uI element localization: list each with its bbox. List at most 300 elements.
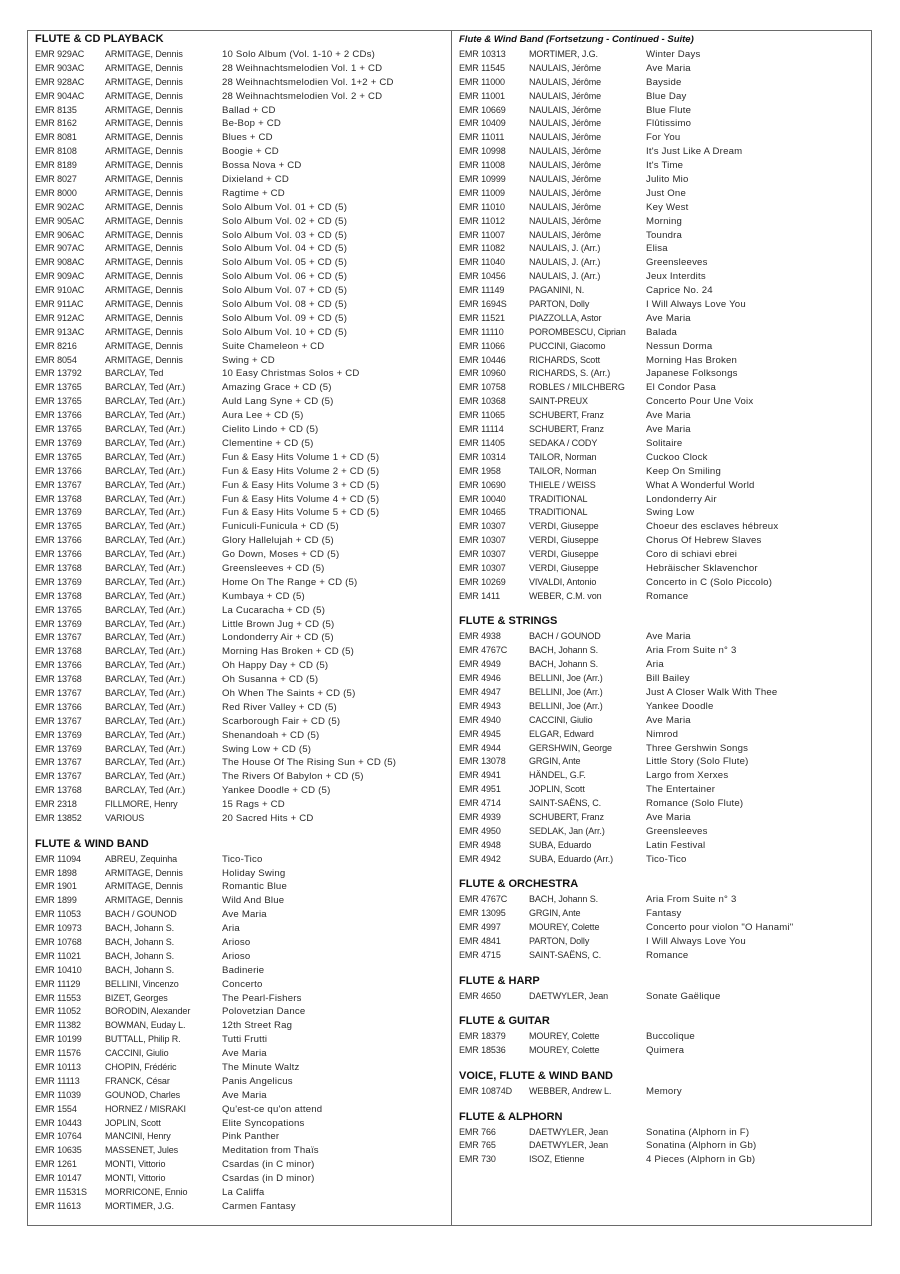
entry-title: Nimrod bbox=[646, 728, 679, 740]
entry-title: Just A Closer Walk With Thee bbox=[646, 686, 778, 698]
catalog-entry bbox=[35, 770, 445, 784]
entry-code: EMR 13767 bbox=[35, 715, 82, 726]
catalog-entry bbox=[35, 645, 445, 659]
catalog-entry bbox=[459, 131, 867, 145]
entry-code: EMR 13766 bbox=[35, 465, 82, 476]
catalog-entry bbox=[459, 437, 867, 451]
catalog-entry bbox=[35, 1158, 445, 1172]
entry-title: The Rivers Of Babylon + CD (5) bbox=[222, 771, 364, 783]
section-heading: FLUTE & ALPHORN bbox=[459, 1110, 563, 1123]
entry-code: EMR 913AC bbox=[35, 326, 85, 337]
entry-title: Solo Album Vol. 02 + CD (5) bbox=[222, 215, 348, 227]
entry-composer: MONTI, Vittorio bbox=[105, 1173, 166, 1184]
catalog-entry bbox=[35, 117, 445, 131]
catalog-entry bbox=[35, 604, 445, 618]
entry-title: Solo Album Vol. 06 + CD (5) bbox=[222, 271, 348, 283]
section-heading: FLUTE & CD PLAYBACK bbox=[35, 33, 164, 45]
section-flute-orchestra bbox=[459, 878, 867, 962]
entry-composer: MASSENET, Jules bbox=[105, 1145, 179, 1156]
catalog-entry bbox=[459, 714, 867, 728]
entry-composer: NAULAIS, Jérôme bbox=[529, 201, 602, 212]
entry-composer: ARMITAGE, Dennis bbox=[105, 104, 183, 115]
section-heading: FLUTE & WIND BAND bbox=[35, 837, 149, 850]
entry-code: EMR 8216 bbox=[35, 340, 77, 351]
entry-code: EMR 11040 bbox=[459, 257, 505, 268]
catalog-entry bbox=[459, 630, 867, 644]
entry-composer: NAULAIS, Jérôme bbox=[529, 160, 602, 171]
entry-composer: GERSHWIN, George bbox=[529, 742, 612, 753]
catalog-entry bbox=[35, 242, 445, 256]
entry-code: EMR 11094 bbox=[35, 853, 81, 864]
entry-code: EMR 13766 bbox=[35, 701, 82, 712]
entry-composer: BARCLAY, Ted (Arr.) bbox=[105, 632, 186, 643]
catalog-entry bbox=[459, 534, 867, 548]
catalog-entry bbox=[459, 506, 867, 520]
entry-composer: SCHUBERT, Franz bbox=[529, 424, 604, 435]
entry-title: Polovetzian Dance bbox=[222, 1006, 306, 1018]
catalog-entry bbox=[459, 548, 867, 562]
catalog-entry bbox=[459, 312, 867, 326]
entry-code: EMR 4945 bbox=[459, 728, 501, 739]
catalog-entry bbox=[35, 950, 445, 964]
entry-composer: NAULAIS, J. (Arr.) bbox=[529, 271, 601, 282]
entry-composer: ARMITAGE, Dennis bbox=[105, 229, 183, 240]
entry-code: EMR 11066 bbox=[459, 340, 505, 351]
entry-composer: MOUREY, Colette bbox=[529, 1045, 600, 1056]
entry-title: Tico-Tico bbox=[646, 853, 687, 865]
entry-title: Toundra bbox=[646, 229, 683, 241]
entry-title: Buccolique bbox=[646, 1031, 695, 1043]
catalog-entry bbox=[459, 340, 867, 354]
catalog-entry bbox=[35, 729, 445, 743]
entry-title: La Califfa bbox=[222, 1187, 265, 1199]
catalog-entry bbox=[459, 825, 867, 839]
entry-code: EMR 13767 bbox=[35, 632, 82, 643]
entry-code: EMR 13767 bbox=[35, 757, 82, 768]
column-divider bbox=[451, 30, 452, 1226]
entry-composer: NAULAIS, Jérôme bbox=[529, 187, 602, 198]
catalog-entry bbox=[459, 326, 867, 340]
entry-title: El Condor Pasa bbox=[646, 382, 716, 394]
entry-code: EMR 13768 bbox=[35, 493, 82, 504]
entry-composer: BELLINI, Joe (Arr.) bbox=[529, 686, 603, 697]
entry-code: EMR 904AC bbox=[35, 90, 85, 101]
catalog-entry bbox=[459, 381, 867, 395]
entry-title: Csardas (in D minor) bbox=[222, 1173, 315, 1185]
entry-composer: ARMITAGE, Dennis bbox=[105, 243, 183, 254]
catalog-entry bbox=[459, 797, 867, 811]
entry-title: Chorus Of Hebrew Slaves bbox=[646, 535, 762, 547]
entry-code: EMR 11114 bbox=[459, 424, 504, 435]
entry-code: EMR 1898 bbox=[35, 867, 77, 878]
section-flute-wind-band-fortsetzung-continued-suite bbox=[459, 33, 867, 604]
entry-code: EMR 909AC bbox=[35, 271, 85, 282]
catalog-entry bbox=[35, 1144, 445, 1158]
entry-code: EMR 4767C bbox=[459, 645, 508, 656]
entry-code: EMR 10446 bbox=[459, 354, 506, 365]
entry-title: Three Gershwin Songs bbox=[646, 742, 749, 754]
left-column bbox=[35, 33, 445, 1226]
entry-composer: NAULAIS, Jérôme bbox=[529, 104, 602, 115]
entry-composer: BARCLAY, Ted (Arr.) bbox=[105, 493, 186, 504]
entry-composer: ARMITAGE, Dennis bbox=[105, 146, 183, 157]
entry-composer: ARMITAGE, Dennis bbox=[105, 354, 183, 365]
entry-title: Fun & Easy Hits Volume 4 + CD (5) bbox=[222, 493, 380, 505]
entry-composer: BARCLAY, Ted (Arr.) bbox=[105, 729, 186, 740]
entry-title: Badinerie bbox=[222, 964, 265, 976]
entry-composer: BARCLAY, Ted (Arr.) bbox=[105, 521, 186, 532]
catalog-entry bbox=[35, 1130, 445, 1144]
entry-title: Morning Has Broken + CD (5) bbox=[222, 646, 355, 658]
entry-composer: ARMITAGE, Dennis bbox=[105, 867, 183, 878]
entry-composer: ROBLES / MILCHBERG bbox=[529, 382, 625, 393]
entry-title: Ave Maria bbox=[646, 812, 691, 823]
entry-composer: MORRICONE, Ennio bbox=[105, 1187, 188, 1198]
entry-composer: BARCLAY, Ted (Arr.) bbox=[105, 701, 186, 712]
entry-code: EMR 11382 bbox=[35, 1020, 81, 1031]
entry-composer: THIELE / WEISS bbox=[529, 479, 596, 490]
entry-code: EMR 13766 bbox=[35, 535, 82, 546]
entry-code: EMR 907AC bbox=[35, 243, 85, 254]
catalog-entry bbox=[35, 312, 445, 326]
entry-code: EMR 13768 bbox=[35, 562, 82, 573]
entry-composer: NAULAIS, Jérôme bbox=[529, 132, 602, 143]
catalog-entry bbox=[35, 936, 445, 950]
catalog-entry bbox=[459, 395, 867, 409]
entry-code: EMR 13765 bbox=[35, 396, 82, 407]
entry-composer: ARMITAGE, Dennis bbox=[105, 340, 183, 351]
entry-code: EMR 4650 bbox=[459, 990, 501, 1001]
catalog-entry bbox=[35, 437, 445, 451]
section-heading: FLUTE & GUITAR bbox=[459, 1015, 550, 1028]
entry-composer: VERDI, Giuseppe bbox=[529, 562, 599, 573]
catalog-entry bbox=[35, 229, 445, 243]
entry-code: EMR 905AC bbox=[35, 215, 85, 226]
entry-composer: BARCLAY, Ted (Arr.) bbox=[105, 674, 186, 685]
entry-code: EMR 8027 bbox=[35, 174, 77, 185]
entry-title: Ave Maria bbox=[646, 62, 691, 74]
entry-composer: BARCLAY, Ted bbox=[105, 368, 164, 379]
entry-title: Nessun Dorma bbox=[646, 340, 713, 352]
entry-composer: NAULAIS, Jérôme bbox=[529, 62, 602, 73]
entry-composer: BARCLAY, Ted (Arr.) bbox=[105, 424, 186, 435]
entry-composer: PIAZZOLLA, Astor bbox=[529, 312, 602, 323]
entry-code: EMR 13769 bbox=[35, 576, 82, 587]
catalog-entry bbox=[35, 908, 445, 922]
entry-code: EMR 1694S bbox=[459, 299, 507, 310]
entry-code: EMR 10307 bbox=[459, 549, 506, 560]
entry-composer: TRADITIONAL bbox=[529, 493, 588, 504]
entry-title: Romantic Blue bbox=[222, 881, 287, 893]
catalog-entry bbox=[35, 340, 445, 354]
entry-code: EMR 4949 bbox=[459, 659, 501, 670]
entry-title: Wild And Blue bbox=[222, 895, 285, 907]
entry-title: Solo Album Vol. 10 + CD (5) bbox=[222, 326, 348, 338]
entry-title: 10 Easy Christmas Solos + CD bbox=[222, 368, 360, 380]
entry-title: Ave Maria bbox=[646, 424, 691, 436]
entry-title: Panis Angelicus bbox=[222, 1075, 293, 1087]
entry-composer: NAULAIS, Jérôme bbox=[529, 118, 602, 129]
entry-composer: VARIOUS bbox=[105, 812, 145, 823]
entry-code: EMR 10307 bbox=[459, 535, 506, 546]
entry-composer: BARCLAY, Ted (Arr.) bbox=[105, 660, 186, 671]
entry-code: EMR 10764 bbox=[35, 1131, 82, 1142]
entry-code: EMR 13792 bbox=[35, 368, 82, 379]
entry-title: Jeux Interdits bbox=[646, 271, 706, 283]
entry-code: EMR 4951 bbox=[459, 784, 501, 795]
catalog-entry bbox=[459, 201, 867, 215]
catalog-entry bbox=[459, 520, 867, 534]
entry-title: Winter Days bbox=[646, 49, 701, 60]
entry-composer: MANCINI, Henry bbox=[105, 1131, 171, 1142]
entry-title: 28 Weihnachtsmelodien Vol. 1 + CD bbox=[222, 62, 383, 74]
entry-composer: ARMITAGE, Dennis bbox=[105, 49, 183, 59]
entry-composer: BARCLAY, Ted (Arr.) bbox=[105, 604, 186, 615]
entry-code: EMR 902AC bbox=[35, 201, 85, 212]
entry-composer: BORODIN, Alexander bbox=[105, 1006, 191, 1017]
catalog-entry bbox=[459, 783, 867, 797]
entry-composer: BARCLAY, Ted (Arr.) bbox=[105, 535, 186, 546]
entry-title: Julito Mio bbox=[646, 174, 689, 186]
entry-composer: MOUREY, Colette bbox=[529, 922, 600, 933]
entry-title: Qu'est-ce qu'on attend bbox=[222, 1103, 323, 1115]
catalog-entry bbox=[35, 173, 445, 187]
entry-code: EMR 11010 bbox=[459, 201, 505, 212]
entry-code: EMR 8135 bbox=[35, 104, 77, 115]
entry-title: Sonatina (Alphorn in Gb) bbox=[646, 1140, 757, 1152]
entry-code: EMR 8081 bbox=[35, 132, 77, 143]
entry-title: Solo Album Vol. 04 + CD (5) bbox=[222, 243, 348, 255]
entry-composer: ARMITAGE, Dennis bbox=[105, 118, 183, 129]
entry-composer: POROMBESCU, Ciprian bbox=[529, 326, 626, 337]
entry-composer: ARMITAGE, Dennis bbox=[105, 326, 183, 337]
entry-title: Bossa Nova + CD bbox=[222, 160, 302, 172]
catalog-entry bbox=[459, 658, 867, 672]
entry-code: EMR 1901 bbox=[35, 881, 77, 892]
entry-title: Ave Maria bbox=[646, 410, 691, 422]
entry-composer: NAULAIS, Jérôme bbox=[529, 215, 602, 226]
entry-title: Oh Happy Day + CD (5) bbox=[222, 660, 329, 672]
entry-composer: ARMITAGE, Dennis bbox=[105, 132, 183, 143]
catalog-entry bbox=[459, 1153, 867, 1167]
entry-code: EMR 10960 bbox=[459, 368, 506, 379]
entry-title: Ave Maria bbox=[222, 1089, 267, 1101]
catalog-entry bbox=[35, 1172, 445, 1186]
entry-code: EMR 10040 bbox=[459, 493, 506, 504]
entry-title: Cielito Lindo + CD (5) bbox=[222, 424, 319, 436]
entry-title: Carmen Fantasy bbox=[222, 1200, 296, 1212]
entry-code: EMR 11613 bbox=[35, 1200, 81, 1211]
entry-composer: TAILOR, Norman bbox=[529, 451, 597, 462]
catalog-entry bbox=[459, 104, 867, 118]
catalog-entry bbox=[35, 423, 445, 437]
entry-title: 28 Weihnachtsmelodien Vol. 2 + CD bbox=[222, 90, 383, 102]
entry-composer: HÄNDEL, G.F. bbox=[529, 770, 586, 781]
entry-composer: MONTI, Vittorio bbox=[105, 1159, 166, 1170]
entry-composer: ARMITAGE, Dennis bbox=[105, 215, 183, 226]
entry-code: EMR 10443 bbox=[35, 1117, 82, 1128]
entry-composer: ARMITAGE, Dennis bbox=[105, 160, 183, 171]
entry-title: Csardas (in C minor) bbox=[222, 1159, 315, 1171]
entry-composer: ARMITAGE, Dennis bbox=[105, 174, 183, 185]
entry-code: EMR 910AC bbox=[35, 285, 85, 296]
entry-code: EMR 912AC bbox=[35, 312, 85, 323]
catalog-entry bbox=[459, 562, 867, 576]
section-voice-flute-wind-band bbox=[459, 1070, 867, 1099]
entry-composer: BACH / GOUNOD bbox=[529, 631, 601, 642]
entry-code: EMR 13767 bbox=[35, 771, 82, 782]
catalog-entry bbox=[35, 687, 445, 701]
entry-composer: TAILOR, Norman bbox=[529, 465, 597, 476]
entry-title: What A Wonderful World bbox=[646, 479, 755, 491]
entry-code: EMR 906AC bbox=[35, 229, 85, 240]
entry-composer: ARMITAGE, Dennis bbox=[105, 90, 183, 101]
entry-composer: BARCLAY, Ted (Arr.) bbox=[105, 465, 186, 476]
entry-title: Funiculi-Funicula + CD (5) bbox=[222, 521, 339, 533]
entry-title: Aria bbox=[646, 659, 664, 671]
entry-title: Meditation from Thaïs bbox=[222, 1145, 319, 1157]
entry-title: Ave Maria bbox=[646, 631, 691, 643]
catalog-entry bbox=[459, 159, 867, 173]
entry-code: EMR 10410 bbox=[35, 964, 82, 975]
entry-code: EMR 10269 bbox=[459, 576, 506, 587]
entry-title: Concerto pour violon "O Hanami" bbox=[646, 922, 794, 934]
catalog-entry bbox=[35, 76, 445, 90]
entry-composer: NAULAIS, Jérôme bbox=[529, 174, 602, 185]
entry-composer: DAETWYLER, Jean bbox=[529, 1126, 609, 1137]
catalog-entry bbox=[459, 493, 867, 507]
entry-composer: GOUNOD, Charles bbox=[105, 1089, 181, 1100]
section-heading: FLUTE & HARP bbox=[459, 974, 540, 987]
entry-composer: SEDLAK, Jan (Arr.) bbox=[529, 825, 605, 836]
entry-title: Clementine + CD (5) bbox=[222, 437, 314, 449]
section-flute-wind-band bbox=[35, 838, 445, 1214]
entry-code: EMR 1899 bbox=[35, 895, 77, 906]
entry-title: The Minute Waltz bbox=[222, 1062, 300, 1074]
catalog-entry bbox=[35, 576, 445, 590]
entry-title: I Will Always Love You bbox=[646, 936, 746, 948]
entry-composer: NAULAIS, Jérôme bbox=[529, 90, 602, 101]
entry-code: EMR 10307 bbox=[459, 562, 506, 573]
catalog-entry bbox=[459, 949, 867, 963]
entry-code: EMR 13768 bbox=[35, 590, 82, 601]
entry-title: Caprice No. 24 bbox=[646, 285, 713, 297]
catalog-entry bbox=[459, 48, 867, 62]
entry-title: The House Of The Rising Sun + CD (5) bbox=[222, 757, 397, 769]
catalog-entry bbox=[35, 812, 445, 826]
catalog-entry bbox=[35, 534, 445, 548]
entry-composer: ELGAR, Edward bbox=[529, 728, 594, 739]
entry-composer: BELLINI, Joe (Arr.) bbox=[529, 700, 603, 711]
entry-composer: PARTON, Dolly bbox=[529, 936, 590, 947]
entry-code: EMR 4715 bbox=[459, 949, 501, 960]
entry-composer: JOPLIN, Scott bbox=[529, 784, 585, 795]
entry-code: EMR 10368 bbox=[459, 396, 506, 407]
entry-composer: BARCLAY, Ted (Arr.) bbox=[105, 410, 186, 421]
entry-title: Swing Low + CD (5) bbox=[222, 743, 312, 755]
catalog-entry bbox=[35, 1061, 445, 1075]
catalog-entry bbox=[459, 728, 867, 742]
entry-composer: WEBER, C.M. von bbox=[529, 590, 602, 601]
entry-code: EMR 13078 bbox=[459, 756, 506, 767]
catalog-entry bbox=[35, 853, 445, 867]
entry-code: EMR 11553 bbox=[35, 992, 81, 1003]
catalog-entry bbox=[35, 256, 445, 270]
catalog-entry bbox=[459, 298, 867, 312]
entry-code: EMR 4939 bbox=[459, 812, 501, 822]
catalog-entry bbox=[459, 644, 867, 658]
entry-title: Solo Album Vol. 08 + CD (5) bbox=[222, 299, 348, 311]
catalog-entry bbox=[459, 76, 867, 90]
entry-composer: SUBA, Eduardo bbox=[529, 839, 592, 850]
catalog-entry bbox=[459, 145, 867, 159]
entry-composer: ARMITAGE, Dennis bbox=[105, 299, 183, 310]
entry-title: It's Just Like A Dream bbox=[646, 146, 743, 158]
entry-code: EMR 10314 bbox=[459, 451, 506, 462]
entry-code: EMR 928AC bbox=[35, 76, 85, 87]
entry-title: Home On The Range + CD (5) bbox=[222, 576, 358, 588]
catalog-entry bbox=[35, 354, 445, 368]
catalog-entry bbox=[35, 104, 445, 118]
entry-title: Aura Lee + CD (5) bbox=[222, 410, 304, 422]
catalog-entry bbox=[459, 465, 867, 479]
entry-code: EMR 13765 bbox=[35, 382, 82, 393]
entry-title: Fun & Easy Hits Volume 3 + CD (5) bbox=[222, 479, 380, 491]
entry-code: EMR 1554 bbox=[35, 1103, 77, 1114]
catalog-entry bbox=[35, 465, 445, 479]
entry-composer: MORTIMER, J.G. bbox=[105, 1200, 174, 1211]
entry-composer: SUBA, Eduardo (Arr.) bbox=[529, 853, 614, 864]
entry-title: Solo Album Vol. 01 + CD (5) bbox=[222, 201, 348, 213]
entry-composer: BIZET, Georges bbox=[105, 992, 168, 1003]
entry-code: EMR 11000 bbox=[459, 76, 505, 87]
entry-composer: NAULAIS, Jérôme bbox=[529, 229, 602, 240]
catalog-entry bbox=[35, 701, 445, 715]
catalog-entry bbox=[459, 284, 867, 298]
entry-composer: ARMITAGE, Dennis bbox=[105, 895, 183, 906]
entry-composer: SCHUBERT, Franz bbox=[529, 812, 604, 822]
entry-code: EMR 11065 bbox=[459, 410, 505, 421]
entry-composer: SAINT-PREUX bbox=[529, 396, 588, 407]
entry-title: Romance (Solo Flute) bbox=[646, 798, 744, 810]
catalog-entry bbox=[35, 922, 445, 936]
entry-code: EMR 10999 bbox=[459, 174, 506, 185]
catalog-entry bbox=[35, 48, 445, 62]
entry-title: Blues + CD bbox=[222, 132, 273, 144]
catalog-entry bbox=[459, 672, 867, 686]
catalog-entry bbox=[459, 921, 867, 935]
entry-composer: BACH, Johann S. bbox=[529, 659, 599, 670]
entry-title: Quimera bbox=[646, 1045, 685, 1057]
entry-title: Concerto Pour Une Voix bbox=[646, 396, 754, 408]
entry-title: Holiday Swing bbox=[222, 867, 286, 879]
entry-code: EMR 11008 bbox=[459, 160, 505, 171]
entry-title: Aria From Suite n° 3 bbox=[646, 645, 737, 657]
entry-code: EMR 13769 bbox=[35, 437, 82, 448]
entry-composer: BELLINI, Joe (Arr.) bbox=[529, 673, 603, 684]
entry-code: EMR 10113 bbox=[35, 1062, 81, 1073]
entry-composer: CHOPIN, Frédéric bbox=[105, 1062, 177, 1073]
entry-composer: SAINT-SAËNS, C. bbox=[529, 949, 602, 960]
catalog-entry bbox=[459, 479, 867, 493]
catalog-entry bbox=[459, 242, 867, 256]
entry-title: Oh Susanna + CD (5) bbox=[222, 674, 319, 686]
entry-code: EMR 11012 bbox=[459, 215, 505, 226]
entry-composer: BACH, Johann S. bbox=[105, 923, 175, 934]
entry-composer: BARCLAY, Ted (Arr.) bbox=[105, 757, 186, 768]
entry-composer: BACH, Johann S. bbox=[105, 964, 175, 975]
entry-title: Ballad + CD bbox=[222, 104, 276, 116]
